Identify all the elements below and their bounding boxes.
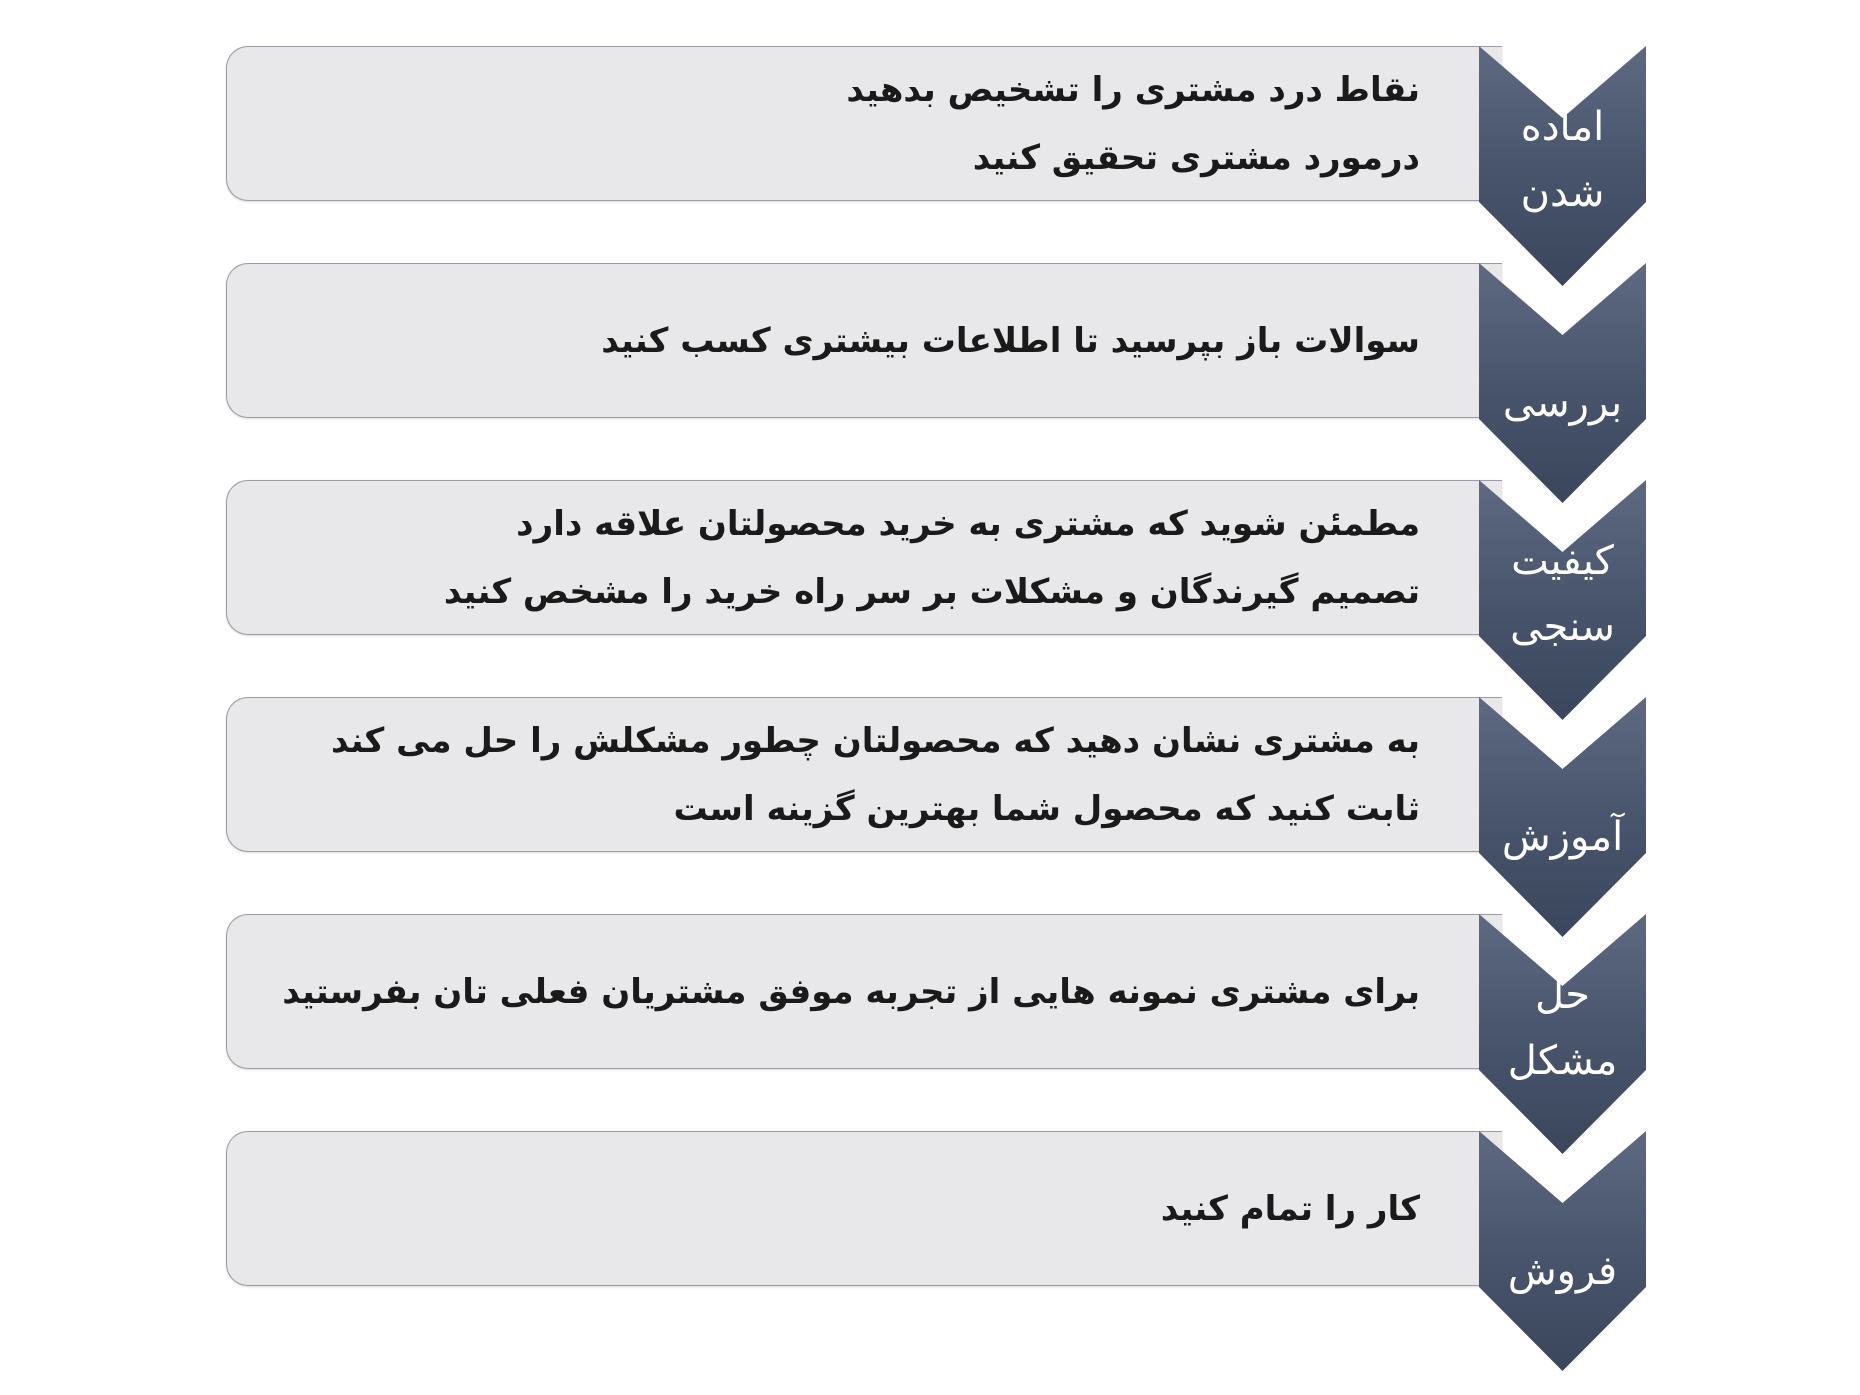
step-sell [226,1131,1646,1371]
step-label [1479,516,1646,671]
step-text-line: مطمئن شوید که مشتری به خرید محصولتان علاقه دارد [516,503,1420,544]
step-label [1479,950,1646,1105]
step-label [1479,82,1646,237]
step-text-line: سوالات باز بپرسید تا اطلاعات بیشتری کسب کنید [601,320,1420,361]
step-label-line: بررسی [1502,379,1623,426]
step-investigate [226,263,1646,503]
step-label-line: مشکل [1507,1037,1618,1084]
step-text-line: درمورد مشتری تحقیق کنید [972,137,1420,178]
step-label [1479,325,1646,480]
step-label-line: آموزش [1501,813,1624,860]
step-text-line: نقاط درد مشتری را تشخیص بدهید [846,69,1420,110]
step-label-line: اماده [1520,103,1605,150]
step-qualify [226,480,1646,720]
step-description-box [226,697,1502,852]
step-text-line: کار را تمام کنید [1160,1188,1420,1229]
step-description-box [226,46,1502,201]
step-text-line: ثابت کنید که محصول شما بهترین گزینه است [673,788,1420,829]
step-label-line: کیفیت [1511,537,1614,584]
step-text-line: تصمیم گیرندگان و مشکلات بر سر راه خرید را مشخص کنید [443,571,1420,612]
step-educate [226,697,1646,937]
step-label [1479,759,1646,914]
step-label-line: سنجی [1510,603,1615,650]
step-label [1479,1193,1646,1348]
step-label-line: حل [1534,971,1591,1018]
step-solve-problem [226,914,1646,1154]
step-description-box [226,1131,1502,1286]
step-label-line: فروش [1507,1247,1618,1294]
step-text-line: به مشتری نشان دهید که محصولتان چطور مشکلش را حل می کند [330,720,1420,761]
step-label-line: شدن [1520,169,1605,216]
step-prepare [226,46,1646,286]
step-text-line: برای مشتری نمونه هایی از تجربه موفق مشتریان فعلی تان بفرستید [282,971,1420,1012]
step-description-box [226,263,1502,418]
step-description-box [226,914,1502,1069]
step-description-box [226,480,1502,635]
